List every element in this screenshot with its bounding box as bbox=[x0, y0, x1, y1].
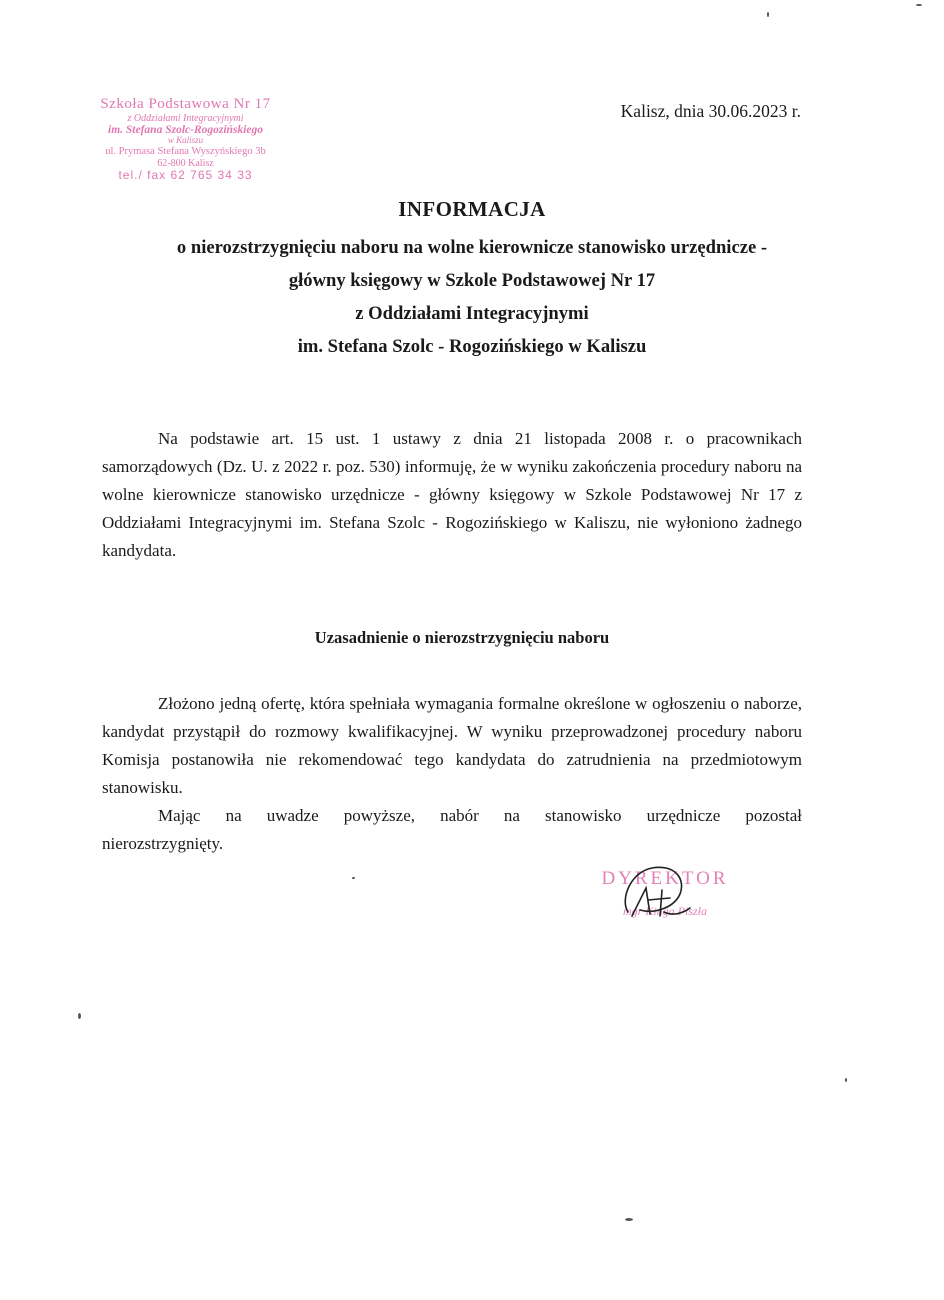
stamp-postal-code: 62-800 Kalisz bbox=[157, 157, 214, 169]
stamp-city: w Kaliszu bbox=[167, 135, 204, 146]
title-line-3: z Oddziałami Integracyjnymi bbox=[355, 303, 589, 324]
stamp-patron: im. Stefana Szolc-Rogozińskiego bbox=[108, 123, 263, 136]
stamp-school-name: Szkoła Podstawowa Nr 17 bbox=[100, 96, 271, 112]
stamp-branch: z Oddziałami Integracyjnymi bbox=[127, 112, 244, 124]
scan-speck bbox=[845, 1078, 847, 1082]
stamp-phone: tel./ fax 62 765 34 33 bbox=[118, 167, 253, 182]
paragraph-justification: Złożono jedną ofertę, która spełniała wymagania formalne określone w ogłoszeniu o naborze, kandydat przystąpił do rozmowy kwalifikacyjnej. W wyniku przeprowadzonej procedury naboru Komisja postanowiła nie rekomendować tego kandydata do zatrudnienia na przedmiotowym stanowisku. bbox=[102, 694, 802, 797]
paragraph-conclusion-line-1: Mając na uwadze powyższe, nabór na stanowisko urzędnicze pozostał bbox=[158, 806, 802, 825]
handwritten-signature bbox=[600, 860, 710, 930]
title-block bbox=[60, 197, 884, 363]
justification-section bbox=[102, 690, 802, 858]
scan-speck bbox=[916, 4, 922, 6]
director-name: mgr Kinga Piszła bbox=[622, 904, 707, 918]
school-stamp bbox=[78, 96, 293, 182]
paragraph-legal-basis: Na podstawie art. 15 ust. 1 ustawy z dnia 21 listopada 2008 r. o pracownikach samorządowych (Dz. U. z 2022 r. poz. 530) informuję, że w wyniku zakończenia procedury naboru na wolne kierownicze stanowisko urzędnicze - główny księgowy w Szkole Podstawowej Nr 17 z Oddziałami Integracyjnymi im. Stefana Szolc - Rogozińskiego w Kaliszu, nie wyłoniono żadnego kandydata. bbox=[102, 429, 802, 560]
scan-speck bbox=[767, 12, 769, 17]
scan-speck bbox=[352, 877, 355, 879]
title-line-4: im. Stefana Szolc - Rogozińskiego w Kaliszu bbox=[297, 336, 647, 357]
stamp-street: ul. Prymasa Stefana Wyszyńskiego 3b bbox=[105, 146, 266, 158]
title-line-2: główny księgowy w Szkole Podstawowej Nr 17 bbox=[288, 270, 656, 291]
document-title: INFORMACJA bbox=[398, 197, 546, 221]
paragraph-conclusion-line-2: nierozstrzygnięty. bbox=[102, 834, 224, 853]
document-date: Kalisz, dnia 30.06.2023 r. bbox=[620, 101, 801, 121]
justification-heading: Uzasadnienie o nierozstrzygnięciu naboru bbox=[314, 628, 610, 647]
title-line-1: o nierozstrzygnięciu naboru na wolne kierownicze stanowisko urzędnicze - bbox=[176, 237, 768, 258]
scan-speck bbox=[78, 1013, 81, 1019]
scan-speck bbox=[625, 1218, 633, 1221]
director-title: DYREKTOR bbox=[601, 868, 729, 889]
